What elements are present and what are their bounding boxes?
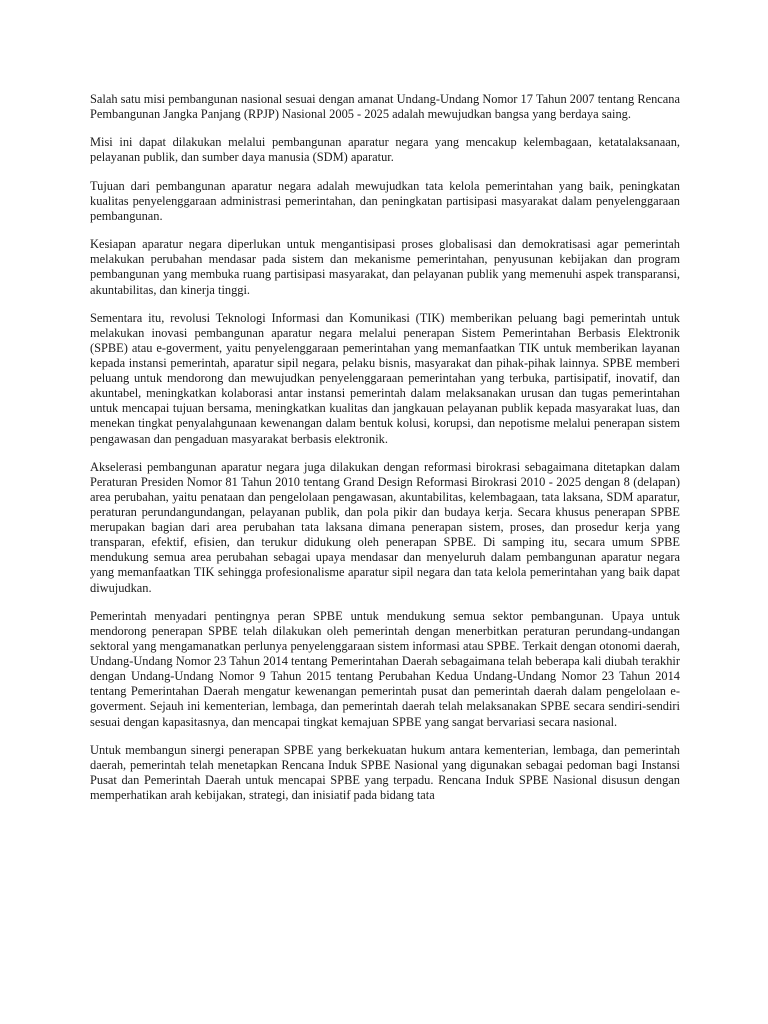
document-body: [90, 92, 680, 816]
paragraph-5: Sementara itu, revolusi Teknologi Informasi dan Komunikasi (TIK) memberikan peluang bagi pemerintah untuk melakukan inovasi pembangunan aparatur negara melalui penerapan Sistem Pemerintahan Berbasis Elektronik (SPBE) atau e-goverment, yaitu penyelenggaraan pemerintahan yang memanfaatkan TIK untuk memberikan layanan kepada instansi pemerintah, aparatur sipil negara, pelaku bisnis, masyarakat dan pihak-pihak lainnya. SPBE memberi peluang untuk mendorong dan mewujudkan penyelenggaraan pemerintahan yang terbuka, partisipatif, inovatif, dan akuntabel, meningkatkan kolaborasi antar instansi pemerintah dalam melaksanakan urusan dan tugas pemerintahan untuk mencapai tujuan bersama, meningkatkan kualitas dan jangkauan pelayanan publik kepada masyarakat luas, dan menekan tingkat penyalahgunaan kewenangan dalam bentuk kolusi, korupsi, dan nepotisme melalui penerapan sistem pengawasan dan pengaduan masyarakat berbasis elektronik.: [90, 310, 680, 446]
paragraph-4: Kesiapan aparatur negara diperlukan untuk mengantisipasi proses globalisasi dan demokratisasi agar pemerintah melakukan perubahan mendasar pada sistem dan mekanisme pemerintahan, penyusunan kebijakan dan program pembangunan yang membuka ruang partisipasi masyarakat, dan pelayanan publik yang memenuhi aspek transparansi, akuntabilitas, dan kinerja tinggi.: [90, 237, 680, 297]
paragraph-6: Akselerasi pembangunan aparatur negara juga dilakukan dengan reformasi birokrasi sebagaimana ditetapkan dalam Peraturan Presiden Nomor 81 Tahun 2010 tentang Grand Design Reformasi Birokrasi 2010 - 2025 dengan 8 (delapan) area perubahan, yaitu penataan dan pengelolaan pengawasan, akuntabilitas, kelembagaan, tata laksana, SDM aparatur, peraturan perundangundangan, pelayanan publik, dan pola pikir dan budaya kerja. Secara khusus penerapan SPBE merupakan bagian dari area perubahan tata laksana dimana penerapan sistem, proses, dan prosedur kerja yang transparan, efektif, efisien, dan terukur didukung oleh penerapan SPBE. Di samping itu, secara umum SPBE mendukung semua area perubahan sebagai upaya mendasar dan menyeluruh dalam pembangunan aparatur negara yang memanfaatkan TIK sehingga profesionalisme aparatur sipil negara dan tata kelola pemerintahan yang baik dapat diwujudkan.: [90, 459, 680, 595]
paragraph-1: Salah satu misi pembangunan nasional sesuai dengan amanat Undang-Undang Nomor 17 Tahun 2007 tentang Rencana Pembangunan Jangka Panjang (RPJP) Nasional 2005 - 2025 adalah mewujudkan bangsa yang berdaya saing.: [90, 92, 680, 122]
paragraph-7: Pemerintah menyadari pentingnya peran SPBE untuk mendukung semua sektor pembangunan. Upaya untuk mendorong penerapan SPBE telah dilakukan oleh pemerintah dengan menerbitkan peraturan perundang-undangan sektoral yang mengamanatkan perlunya penyelenggaraan sistem informasi atau SPBE. Terkait dengan otonomi daerah, Undang-Undang Nomor 23 Tahun 2014 tentang Pemerintahan Daerah sebagaimana telah beberapa kali diubah terakhir dengan Undang-Undang Nomor 9 Tahun 2015 tentang Perubahan Kedua Undang-Undang Nomor 23 Tahun 2014 tentang Pemerintahan Daerah mengatur kewenangan pemerintah pusat dan pemerintah daerah dalam pengelolaan e-goverment. Sejauh ini kementerian, lembaga, dan pemerintah daerah telah melaksanakan SPBE secara sendiri-sendiri sesuai dengan kapasitasnya, dan mencapai tingkat kemajuan SPBE yang sangat bervariasi secara nasional.: [90, 608, 680, 729]
paragraph-3: Tujuan dari pembangunan aparatur negara adalah mewujudkan tata kelola pemerintahan yang baik, peningkatan kualitas penyelenggaraan administrasi pemerintahan, dan peningkatan partisipasi masyarakat dalam penyelenggaraan pembangunan.: [90, 178, 680, 223]
paragraph-8: Untuk membangun sinergi penerapan SPBE yang berkekuatan hukum antara kementerian, lembaga, dan pemerintah daerah, pemerintah telah menetapkan Rencana Induk SPBE Nasional yang digunakan sebagai pedoman bagi Instansi Pusat dan Pemerintah Daerah untuk mencapai SPBE yang terpadu. Rencana Induk SPBE Nasional disusun dengan memperhatikan arah kebijakan, strategi, dan inisiatif pada bidang tata: [90, 742, 680, 803]
paragraph-2: Misi ini dapat dilakukan melalui pembangunan aparatur negara yang mencakup kelembagaan, ketatalaksanaan, pelayanan publik, dan sumber daya manusia (SDM) aparatur.: [90, 135, 680, 165]
